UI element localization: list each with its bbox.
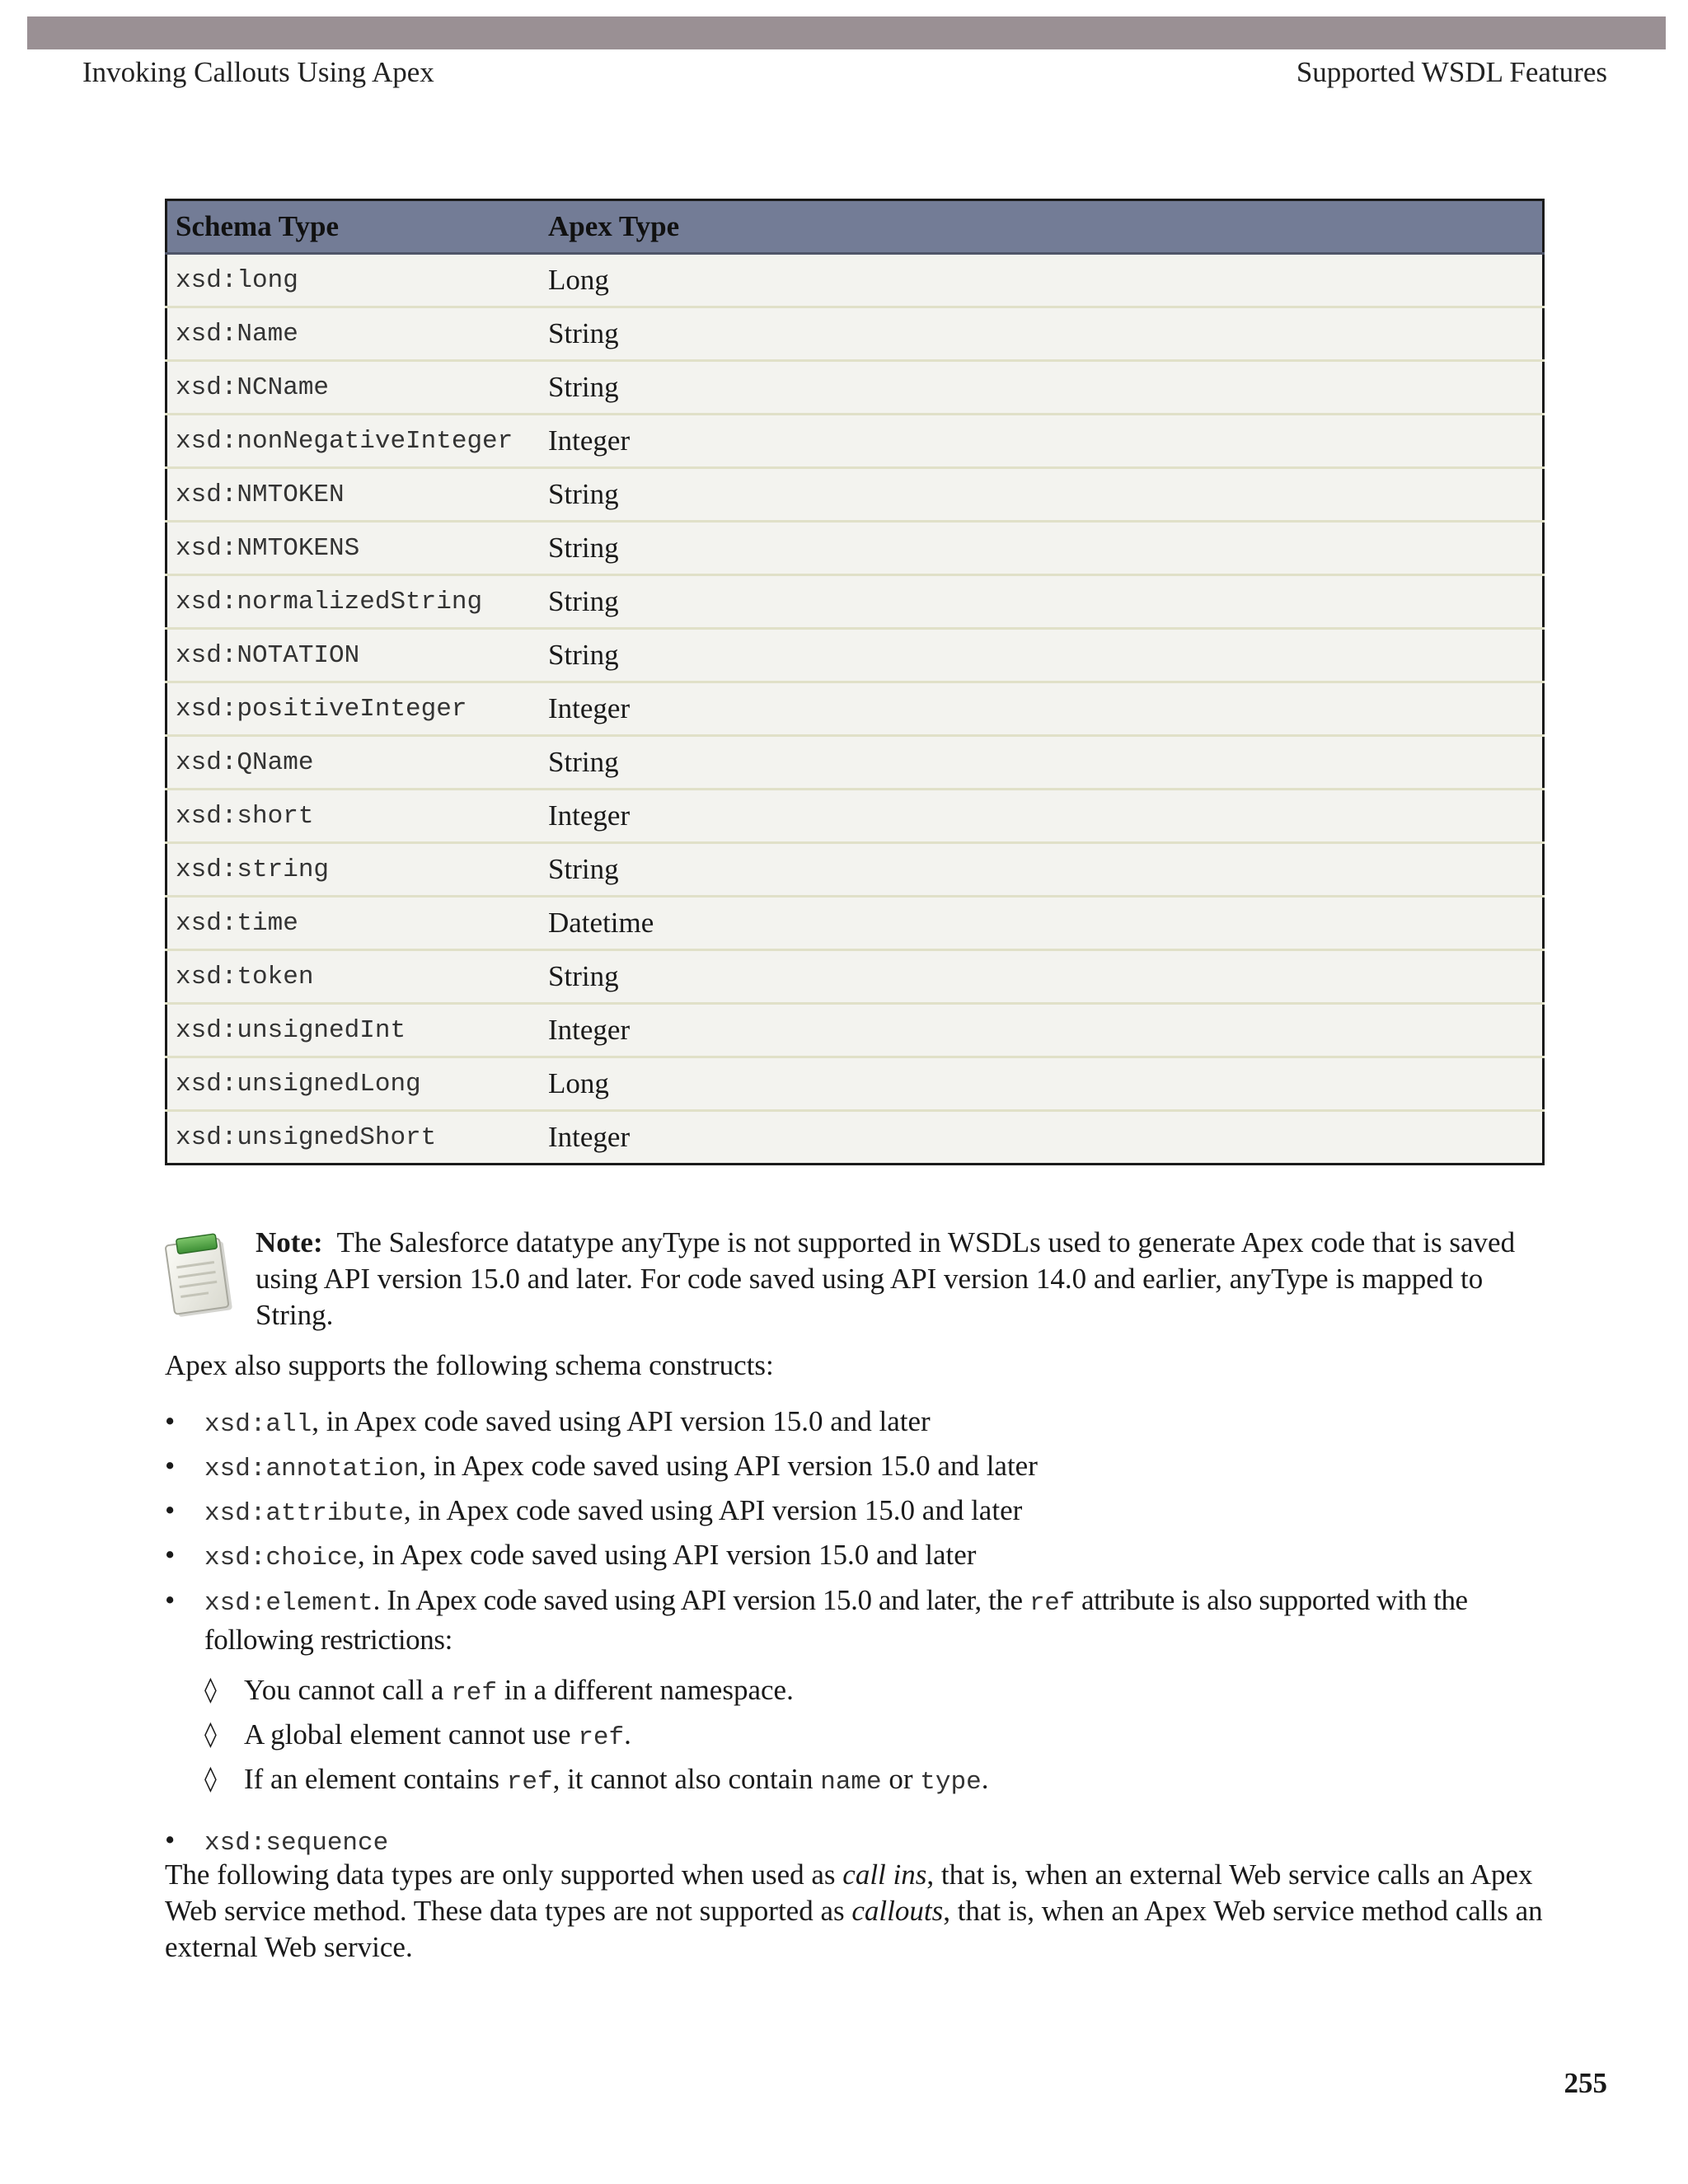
- table-row: [166, 790, 1544, 843]
- table-row: [166, 522, 1544, 575]
- table-row: [166, 897, 1544, 950]
- list-item: • xsd:attribute, in Apex code saved using API version 15.0 and later: [165, 1494, 1023, 1528]
- list-item: • xsd:sequence: [165, 1824, 389, 1858]
- apex-type-cell: Integer: [540, 415, 1544, 468]
- apex-type-cell: Long: [540, 1057, 1544, 1111]
- table-row: [166, 1004, 1544, 1057]
- restriction-item: ◊ If an element contains ref, it cannot also contain name or type.: [204, 1759, 1558, 1803]
- schema-type-cell: xsd:Name: [166, 307, 541, 361]
- schema-type-cell: xsd:NMTOKENS: [166, 522, 541, 575]
- restriction-item: ◊ A global element cannot use ref.: [204, 1714, 1558, 1759]
- schema-type-cell: xsd:QName: [166, 736, 541, 790]
- schema-type-cell: xsd:long: [166, 254, 541, 307]
- apex-type-cell: String: [540, 843, 1544, 897]
- apex-type-cell: String: [540, 307, 1544, 361]
- ref-restrictions-list: [204, 1670, 1558, 1803]
- table-row: [166, 415, 1544, 468]
- list-item-element: • xsd:element. In Apex code saved using API version 15.0 and later, the ref attribute is also supported with the following restrictions: ◊ You cannot call a ref in a different namespace. ◊ A global element cannot use ref. ◊ If an element contains ref, it cannot also contain name or type.: [165, 1582, 1558, 1803]
- running-header-section: Supported WSDL Features: [1296, 56, 1607, 88]
- schema-type-cell: xsd:short: [166, 790, 541, 843]
- table-row: [166, 254, 1544, 307]
- header-bar: [27, 16, 1666, 49]
- table-row: [166, 1057, 1544, 1111]
- table-row: [166, 682, 1544, 736]
- list-item: • xsd:all, in Apex code saved using API version 15.0 and later: [165, 1405, 931, 1439]
- column-header-apex-type: Apex Type: [540, 200, 1544, 254]
- apex-type-cell: String: [540, 629, 1544, 682]
- diamond-bullet-icon: ◊: [204, 1675, 217, 1704]
- schema-type-cell: xsd:positiveInteger: [166, 682, 541, 736]
- schema-type-cell: xsd:normalizedString: [166, 575, 541, 629]
- schema-type-cell: xsd:unsignedInt: [166, 1004, 541, 1057]
- schema-type-cell: xsd:unsignedShort: [166, 1111, 541, 1165]
- schema-type-cell: xsd:nonNegativeInteger: [166, 415, 541, 468]
- constructs-intro: Apex also supports the following schema constructs:: [165, 1349, 774, 1381]
- restriction-item: ◊ You cannot call a ref in a different namespace.: [204, 1670, 1558, 1714]
- diamond-bullet-icon: ◊: [204, 1765, 217, 1793]
- table-row: [166, 950, 1544, 1004]
- apex-type-cell: Integer: [540, 682, 1544, 736]
- running-header-chapter: Invoking Callouts Using Apex: [82, 56, 434, 88]
- schema-type-cell: xsd:string: [166, 843, 541, 897]
- apex-type-cell: String: [540, 468, 1544, 522]
- note-icon: [163, 1231, 237, 1320]
- schema-type-cell: xsd:unsignedLong: [166, 1057, 541, 1111]
- apex-type-cell: Long: [540, 254, 1544, 307]
- apex-type-cell: String: [540, 736, 1544, 790]
- apex-type-cell: String: [540, 522, 1544, 575]
- apex-type-cell: Integer: [540, 1111, 1544, 1165]
- schema-type-table: [165, 199, 1545, 1165]
- column-header-schema-type: Schema Type: [166, 200, 541, 254]
- table-row: [166, 629, 1544, 682]
- schema-type-cell: xsd:NOTATION: [166, 629, 541, 682]
- apex-type-cell: String: [540, 575, 1544, 629]
- schema-type-cell: xsd:NCName: [166, 361, 541, 415]
- diamond-bullet-icon: ◊: [204, 1720, 217, 1749]
- table-header-row: [166, 200, 1544, 254]
- apex-type-cell: String: [540, 950, 1544, 1004]
- schema-type-cell: xsd:token: [166, 950, 541, 1004]
- schema-type-cell: xsd:time: [166, 897, 541, 950]
- table-row: [166, 468, 1544, 522]
- table-row: [166, 361, 1544, 415]
- apex-type-cell: Datetime: [540, 897, 1544, 950]
- table-row: [166, 1111, 1544, 1165]
- table-row: [166, 843, 1544, 897]
- table-body: [166, 254, 1544, 1165]
- list-item: • xsd:choice, in Apex code saved using API version 15.0 and later: [165, 1539, 977, 1572]
- list-item: • xsd:annotation, in Apex code saved using API version 15.0 and later: [165, 1450, 1038, 1483]
- table-row: [166, 575, 1544, 629]
- table-row: [166, 307, 1544, 361]
- table-row: [166, 736, 1544, 790]
- apex-type-cell: Integer: [540, 790, 1544, 843]
- note-label: Note:: [256, 1226, 323, 1258]
- schema-type-cell: xsd:NMTOKEN: [166, 468, 541, 522]
- apex-type-cell: Integer: [540, 1004, 1544, 1057]
- apex-type-cell: String: [540, 361, 1544, 415]
- note-callout: [256, 1225, 1550, 1333]
- note-body: The Salesforce datatype anyType is not supported in WSDLs used to generate Apex code that is saved using API version 15.0 and later. For code saved using API version 14.0 and earlier, anyType is mapped to String.: [256, 1226, 1516, 1331]
- schema-constructs-list: [165, 1401, 1558, 1864]
- call-ins-paragraph: The following data types are only supported when used as call ins, that is, when an external Web service calls an Apex Web service method. These data types are not supported as callouts, that is, when an Apex Web service method calls an external Web service.: [165, 1858, 1543, 1963]
- page-number: 255: [1564, 2067, 1607, 2099]
